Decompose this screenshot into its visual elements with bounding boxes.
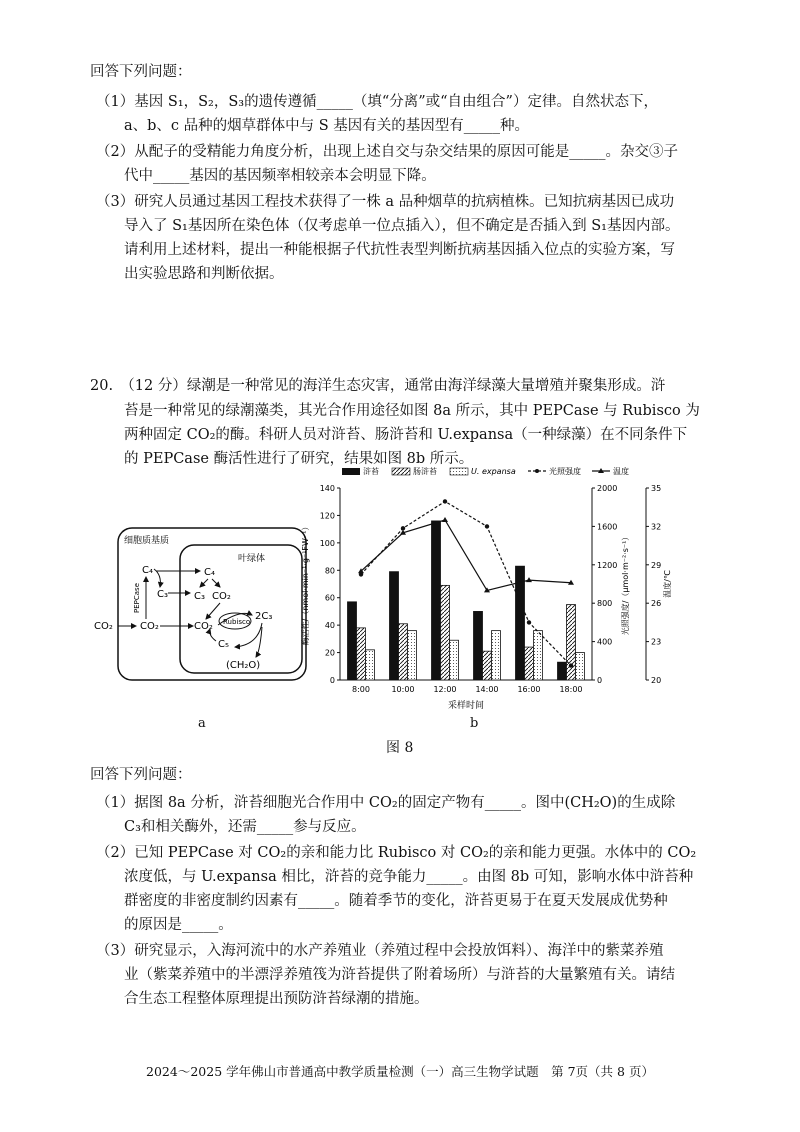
y-tick-label: 20	[324, 648, 335, 658]
co2-chloroplast: CO₂	[194, 621, 213, 632]
bar	[348, 602, 357, 680]
bar	[474, 611, 483, 680]
chart-8b	[296, 464, 686, 714]
legend-label: 光照强度	[549, 467, 581, 476]
x-tick-label: 18:00	[559, 685, 583, 694]
q2-text-cont: 代中_____基因的基因频率相较亲本会明显下降。	[124, 168, 436, 184]
light-point	[443, 499, 447, 503]
bar	[366, 650, 375, 680]
q20-2-text: （2）已知 PEPCase 对 CO₂的亲和能力比 Rubisco 对 CO₂的亲和能力更强。水体中的 CO₂	[96, 845, 697, 861]
q2-text: （2）从配子的受精能力角度分析，出现上述自交与杂交结果的原因可能是_____。杂交③子	[96, 144, 678, 160]
bar	[492, 631, 501, 680]
two-c3-label: 2C₃	[255, 611, 273, 622]
bar	[483, 651, 492, 680]
q20-2-text-cont1: 浓度低，与 U.expansa 相比，浒苔的竞争能力_____。由图 8b 可知，影响水体中浒苔种	[124, 869, 694, 885]
light-point	[485, 524, 489, 528]
temp-point	[442, 517, 448, 522]
q3-text-cont1: 导入了 S₁基因所在染色体（仅考虑单一位点插入），但不确定是否插入到 S₁基因内部。	[124, 218, 680, 234]
bar	[408, 631, 417, 680]
legend-marker	[535, 469, 539, 473]
bar	[399, 624, 408, 680]
q20-text: 20. （12 分）绿潮是一种常见的海洋生态灾害，通常由海洋绿藻大量增殖并聚集形成。浒	[90, 378, 666, 394]
q3-text-cont2: 请利用上述材料，提出一种能根据子代抗性表型判断抗病基因插入位点的实验方案，写	[124, 242, 675, 258]
c4-chloroplast: C₄	[204, 567, 215, 578]
y3-tick-label: 26	[651, 599, 662, 609]
q1-text-cont: a、b、c 品种的烟草群体中与 S 基因有关的基因型有_____种。	[124, 118, 530, 134]
c5-label: C₅	[218, 639, 229, 650]
q20-1-text: （1）据图 8a 分析，浒苔细胞光合作用中 CO₂的固定产物有_____。图中(CH₂O)的生成除	[96, 795, 676, 811]
diagram-label-a: a	[198, 716, 206, 731]
chloroplast-label: 叶绿体	[238, 554, 266, 564]
bar	[576, 653, 585, 680]
y2-tick-label: 400	[597, 637, 613, 647]
legend-swatch	[392, 468, 410, 475]
x-tick-label: 10:00	[391, 685, 415, 694]
q20-3-text-cont1: 业（紫菜养殖中的半漂浮养殖筏为浒苔提供了附着场所）与浒苔的大量繁殖有关。请结	[124, 967, 675, 983]
co2-outside: CO₂	[94, 621, 113, 632]
y-tick-label: 120	[319, 511, 335, 521]
q20-3-text-cont2: 合生态工程整体原理提出预防浒苔绿潮的措施。	[124, 991, 429, 1007]
legend-label: 浒苔	[363, 467, 379, 476]
q20-text-cont3: 的 PEPCase 酶活性进行了研究，结果如图 8b 所示。	[124, 451, 474, 467]
intro-text-2: 回答下列问题：	[90, 767, 192, 783]
q20-2-text-cont3: 的原因是_____。	[124, 917, 233, 933]
legend-label: 温度	[613, 467, 629, 476]
y-tick-label: 60	[324, 593, 335, 603]
chart-label-b: b	[470, 716, 479, 731]
bar	[450, 640, 459, 680]
y2-tick-label: 2000	[597, 484, 618, 493]
y-tick-label: 0	[329, 676, 335, 685]
c3-chloroplast: C₃	[194, 591, 205, 602]
ch2o-label: (CH₂O)	[226, 660, 261, 671]
y-tick-label: 140	[319, 484, 335, 493]
bar	[567, 605, 576, 680]
q1-text: （1）基因 S₁，S₂，S₃的遗传遵循_____（填“分离”或“自由组合”）定律。自然状态下，	[96, 94, 658, 110]
y-tick-label: 80	[324, 566, 335, 576]
light-point	[527, 620, 531, 624]
legend-swatch	[450, 468, 468, 475]
y2-tick-label: 800	[597, 599, 613, 609]
y2-tick-label: 1200	[597, 560, 618, 570]
bar	[534, 631, 543, 680]
x-tick-label: 16:00	[517, 685, 541, 694]
bar	[390, 572, 399, 680]
y2-tick-label: 0	[597, 676, 603, 685]
y-tick-label: 100	[319, 538, 335, 548]
x-axis-title: 采样时间	[447, 701, 485, 711]
page-footer: 2024～2025 学年佛山市普通高中教学质量检测（一）高三生物学试题 第 7页（共 8 页）	[146, 1064, 654, 1079]
y2-tick-label: 1600	[597, 522, 618, 532]
bar	[558, 662, 567, 680]
bar	[441, 585, 450, 680]
diagram-8a	[90, 522, 310, 685]
q20-text-cont1: 苔是一种常见的绿潮藻类，其光合作用途径如图 8a 所示，其中 PEPCase 与 Rubisco 为	[124, 403, 700, 419]
light-point	[569, 663, 573, 667]
legend-label: 肠浒苔	[413, 467, 437, 476]
y3-tick-label: 20	[651, 676, 662, 685]
temp-point	[526, 577, 532, 582]
x-tick-label: 14:00	[475, 685, 499, 694]
y3-axis-title: 温度/℃	[663, 570, 672, 598]
cytoplasm-label: 细胞质基质	[124, 536, 170, 546]
q20-1-text-cont: C₃和相关酶外，还需_____参与反应。	[124, 819, 366, 835]
q3-text: （3）研究人员通过基因工程技术获得了一株 a 品种烟草的抗病植株。已知抗病基因已成功	[96, 194, 675, 210]
q20-3-text: （3）研究显示，入海河流中的水产养殖业（养殖过程中会投放饵料）、海洋中的紫菜养殖	[96, 943, 664, 959]
q20-text-cont2: 两种固定 CO₂的酶。科研人员对浒苔、肠浒苔和 U.expansa（一种绿藻）在不同条件下	[124, 427, 688, 443]
legend-swatch	[342, 468, 360, 475]
q20-2-text-cont2: 群密度的非密度制约因素有_____。随着季节的变化，浒苔更易于在夏天发展成优势种	[124, 893, 668, 909]
y3-tick-label: 23	[651, 637, 662, 647]
c4-cytoplasm: C₄	[142, 565, 153, 576]
bar	[525, 647, 534, 680]
x-tick-label: 8:00	[352, 685, 370, 694]
chloroplast-outline	[180, 545, 302, 673]
pepcase-label: PEPCase	[133, 583, 141, 613]
bar	[432, 521, 441, 680]
q3-text-cont3: 出实验思路和判断依据。	[124, 266, 284, 282]
co2-chloroplast-top: CO₂	[212, 591, 231, 602]
figure-caption: 图 8	[386, 740, 414, 756]
c3-cytoplasm: C₃	[157, 589, 168, 600]
y-axis-title: 酶活性/（nmol·min⁻¹·g⁻¹FW⁻¹）	[301, 522, 310, 646]
y3-tick-label: 29	[651, 560, 662, 570]
y3-tick-label: 32	[651, 522, 662, 532]
legend-label: U. expansa	[471, 467, 516, 476]
intro-text: 回答下列问题：	[90, 64, 192, 80]
y-tick-label: 40	[324, 621, 335, 631]
bar	[357, 628, 366, 680]
co2-cytoplasm: CO₂	[140, 621, 159, 632]
x-tick-label: 12:00	[433, 685, 457, 694]
rubisco-label: Rubisco	[223, 618, 251, 626]
y2-axis-title: 光照强度/（μmol·m⁻²·s⁻¹）	[621, 532, 630, 636]
y3-tick-label: 35	[651, 484, 662, 493]
